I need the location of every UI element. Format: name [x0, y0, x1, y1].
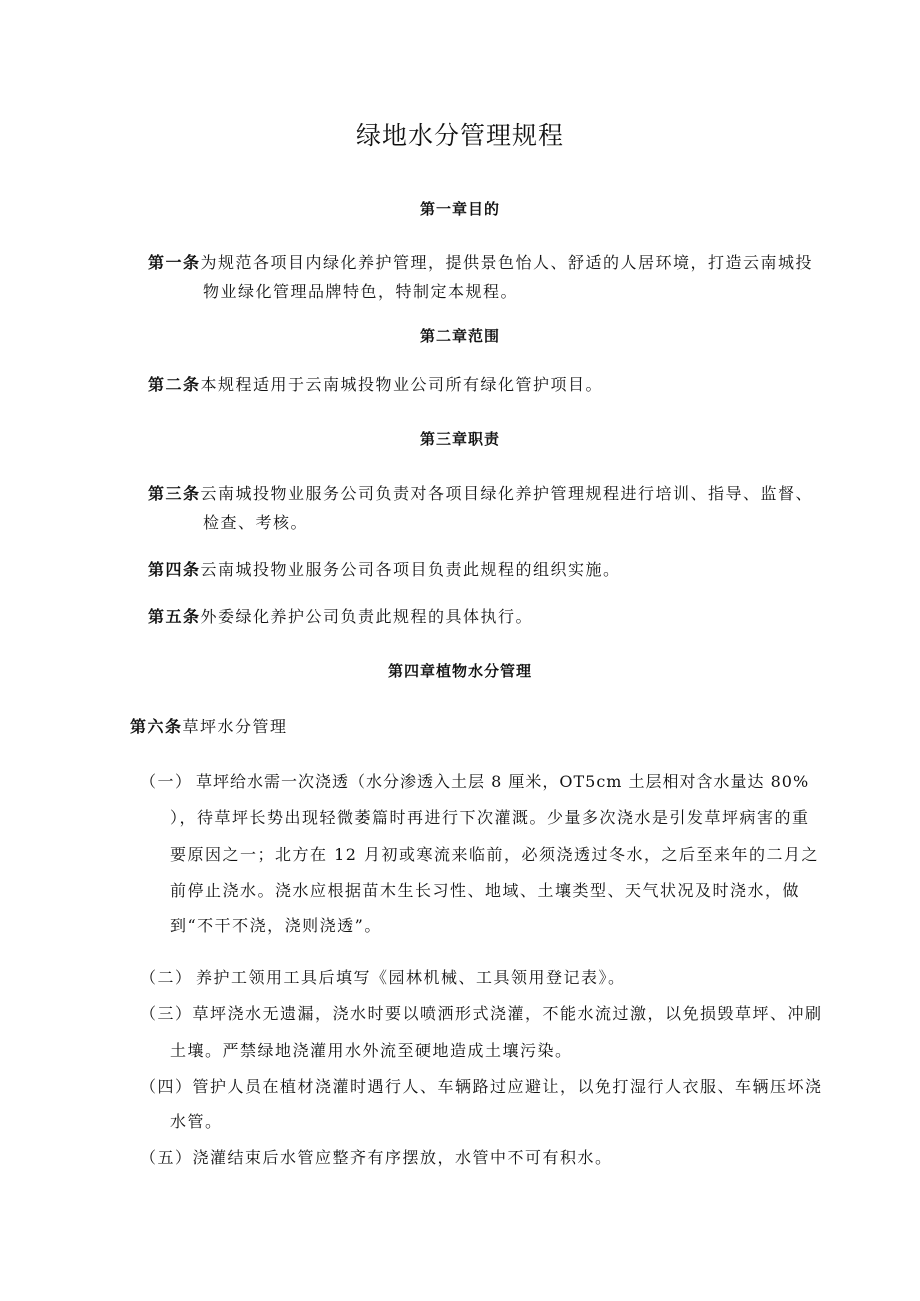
item-2-marker: （二） [140, 968, 193, 987]
item-1-line-2: ），待草坪长势出现轻微萎篇时再进行下次灌溉。少量多次浇水是引发草坪病害的重 [170, 808, 810, 827]
item-4 [140, 1074, 823, 1097]
item-3-marker: （三） [140, 1004, 193, 1023]
document-title: 绿地水分管理规程 [355, 121, 564, 150]
article-5 [148, 604, 533, 627]
article-5-text: 外委绿化养护公司负责此规程的具体执行。 [200, 607, 534, 626]
article-3 [148, 481, 813, 504]
article-3-text-cont: 检查、考核。 [203, 513, 309, 532]
article-2-label: 第二条 [148, 375, 201, 394]
article-4-label: 第四条 [148, 560, 201, 579]
article-2 [148, 372, 603, 395]
article-6-label: 第六条 [130, 717, 183, 736]
article-2-text: 本规程适用于云南城投物业公司所有绿化管护项目。 [200, 375, 604, 394]
item-5 [140, 1145, 613, 1168]
item-5-line-1: 浇灌结束后水管应整齐有序摆放，水管中不可有积水。 [192, 1148, 613, 1167]
chapter-3-heading: 第三章职责 [419, 430, 500, 448]
chapter-4-heading: 第四章植物水分管理 [387, 662, 532, 680]
item-4-marker: （四） [140, 1077, 193, 1096]
article-5-label: 第五条 [148, 607, 201, 626]
item-3-line-2: 土壤。严禁绿地浇灌用水外流至硬地造成土壤污染。 [170, 1041, 573, 1060]
article-1-label: 第一条 [148, 253, 201, 272]
article-3-text: 云南城投物业服务公司负责对各项目绿化养护管理规程进行培训、指导、监督、 [200, 484, 814, 503]
article-6-text: 草坪水分管理 [182, 717, 288, 736]
item-4-line-2: 水管。 [170, 1112, 223, 1131]
chapter-1-heading: 第一章目的 [419, 200, 500, 218]
chapter-2-heading: 第二章范围 [419, 327, 500, 345]
item-1-line-1: 草坪给水需一次浇透（水分渗透入土层 8 厘米，OT5cm 土层相对含水量达 80% [196, 772, 810, 791]
item-2-line-1: 养护工领用工具后填写《园林机械、工具领用登记表》。 [196, 968, 626, 987]
article-3-label: 第三条 [148, 484, 201, 503]
article-6 [130, 714, 288, 737]
item-3 [140, 1001, 823, 1024]
item-1-line-4: 前停止浇水。浇水应根据苗木生长习性、地域、土壤类型、天气状况及时浇水，做 [170, 881, 801, 900]
article-1-text: 为规范各项目内绿化养护管理，提供景色怡人、舒适的人居环境，打造云南城投 [200, 253, 814, 272]
item-1-line-3: 要原因之一；北方在 12 月初或寒流来临前，必须浇透过冬水，之后至来年的二月之 [170, 845, 820, 864]
item-5-marker: （五） [140, 1148, 193, 1167]
article-4 [148, 557, 621, 580]
article-4-text: 云南城投物业服务公司各项目负责此规程的组织实施。 [200, 560, 621, 579]
item-1-marker: （一） [140, 772, 193, 791]
article-1-text-cont: 物业绿化管理品牌特色，特制定本规程。 [203, 282, 519, 301]
item-3-line-1: 草坪浇水无遗漏，浇水时要以喷洒形式浇灌，不能水流过激，以免损毁草坪、冲刷 [192, 1004, 823, 1023]
article-1 [148, 250, 813, 273]
item-1-line-5: 到“不干不浇，浇则浇透”。 [170, 916, 382, 935]
item-4-line-1: 管护人员在植材浇灌时遇行人、车辆路过应避让，以免打湿行人衣服、车辆压坏浇 [192, 1077, 823, 1096]
